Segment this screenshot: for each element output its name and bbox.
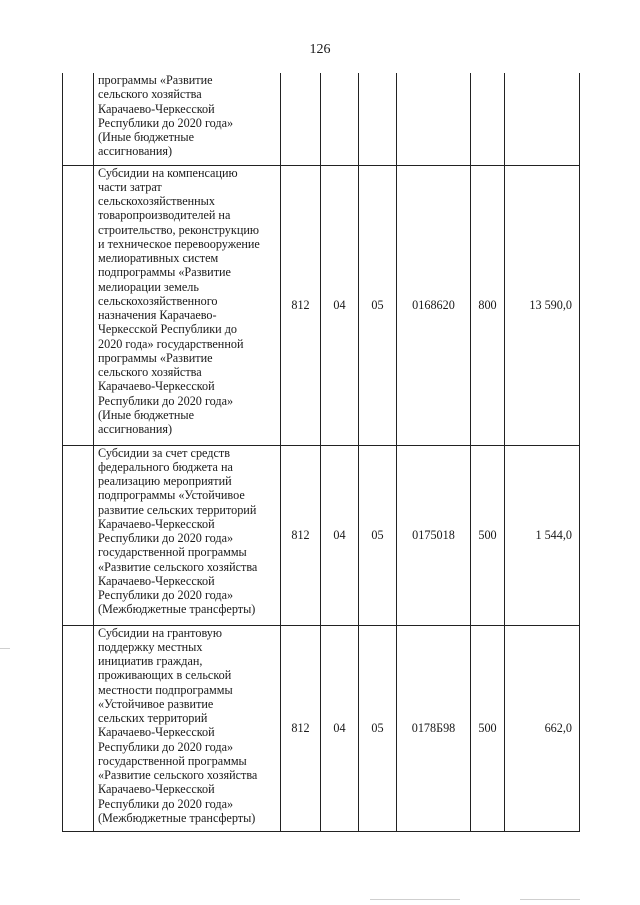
ministry-code-cell — [281, 73, 321, 165]
subsection-code-cell: 05 — [359, 165, 397, 445]
row-index-cell — [63, 165, 94, 445]
description-cell: программы «Развитие сельского хозяйства Карачаево-Черкесской Республики до 2020 года» (Иные бюджетные ассигнования) — [94, 73, 281, 165]
expense-type-cell: 500 — [471, 625, 505, 831]
subsection-code-cell: 05 — [359, 625, 397, 831]
description-cell: Субсидии за счет средств федерального бюджета на реализацию мероприятий подпрограммы «Устойчивое развитие сельских территорий Карачаево-Черкесской Республики до 2020 года» государственной программы «Развитие сельского хозяйства Карачаево-Черкесской Республики до 2020 года» (Межбюджетные трансферты) — [94, 445, 281, 625]
table-row — [63, 73, 580, 165]
expense-type-cell: 500 — [471, 445, 505, 625]
scan-margin-mark — [0, 648, 10, 649]
budget-table — [62, 73, 580, 832]
table-row — [63, 625, 580, 831]
target-article-cell — [397, 73, 471, 165]
target-article-cell: 0178Б98 — [397, 625, 471, 831]
table-row — [63, 445, 580, 625]
subsection-code-cell: 05 — [359, 445, 397, 625]
row-index-cell — [63, 445, 94, 625]
amount-cell: 662,0 — [505, 625, 580, 831]
section-code-cell: 04 — [321, 625, 359, 831]
ministry-code-cell: 812 — [281, 445, 321, 625]
target-article-cell: 0175018 — [397, 445, 471, 625]
description-cell: Субсидии на компенсацию части затрат сельскохозяйственных товаропроизводителей на строительство, реконструкцию и техническое перевооружение мелиоративных систем подпрограммы «Развитие мелиорации земель сельскохозяйственного назначения Карачаево- Черкесской Республики до 2020 года» государственной программы «Развитие сельского хозяйства Карачаево-Черкесской Республики до 2020 года» (Иные бюджетные ассигнования) — [94, 165, 281, 445]
scan-margin-mark — [370, 899, 460, 900]
section-code-cell: 04 — [321, 165, 359, 445]
scan-margin-mark — [520, 899, 580, 900]
expense-type-cell: 800 — [471, 165, 505, 445]
table-row — [63, 165, 580, 445]
description-cell: Субсидии на грантовую поддержку местных инициатив граждан, проживающих в сельской местности подпрограммы «Устойчивое развитие сельских территорий Карачаево-Черкесской Республики до 2020 года» государственной программы «Развитие сельского хозяйства Карачаево-Черкесской Республики до 2020 года» (Межбюджетные трансферты) — [94, 625, 281, 831]
section-code-cell: 04 — [321, 445, 359, 625]
row-index-cell — [63, 73, 94, 165]
ministry-code-cell: 812 — [281, 165, 321, 445]
target-article-cell: 0168620 — [397, 165, 471, 445]
page-number: 126 — [309, 42, 331, 57]
amount-cell: 13 590,0 — [505, 165, 580, 445]
row-index-cell — [63, 625, 94, 831]
section-code-cell — [321, 73, 359, 165]
subsection-code-cell — [359, 73, 397, 165]
amount-cell — [505, 73, 580, 165]
amount-cell: 1 544,0 — [505, 445, 580, 625]
expense-type-cell — [471, 73, 505, 165]
ministry-code-cell: 812 — [281, 625, 321, 831]
